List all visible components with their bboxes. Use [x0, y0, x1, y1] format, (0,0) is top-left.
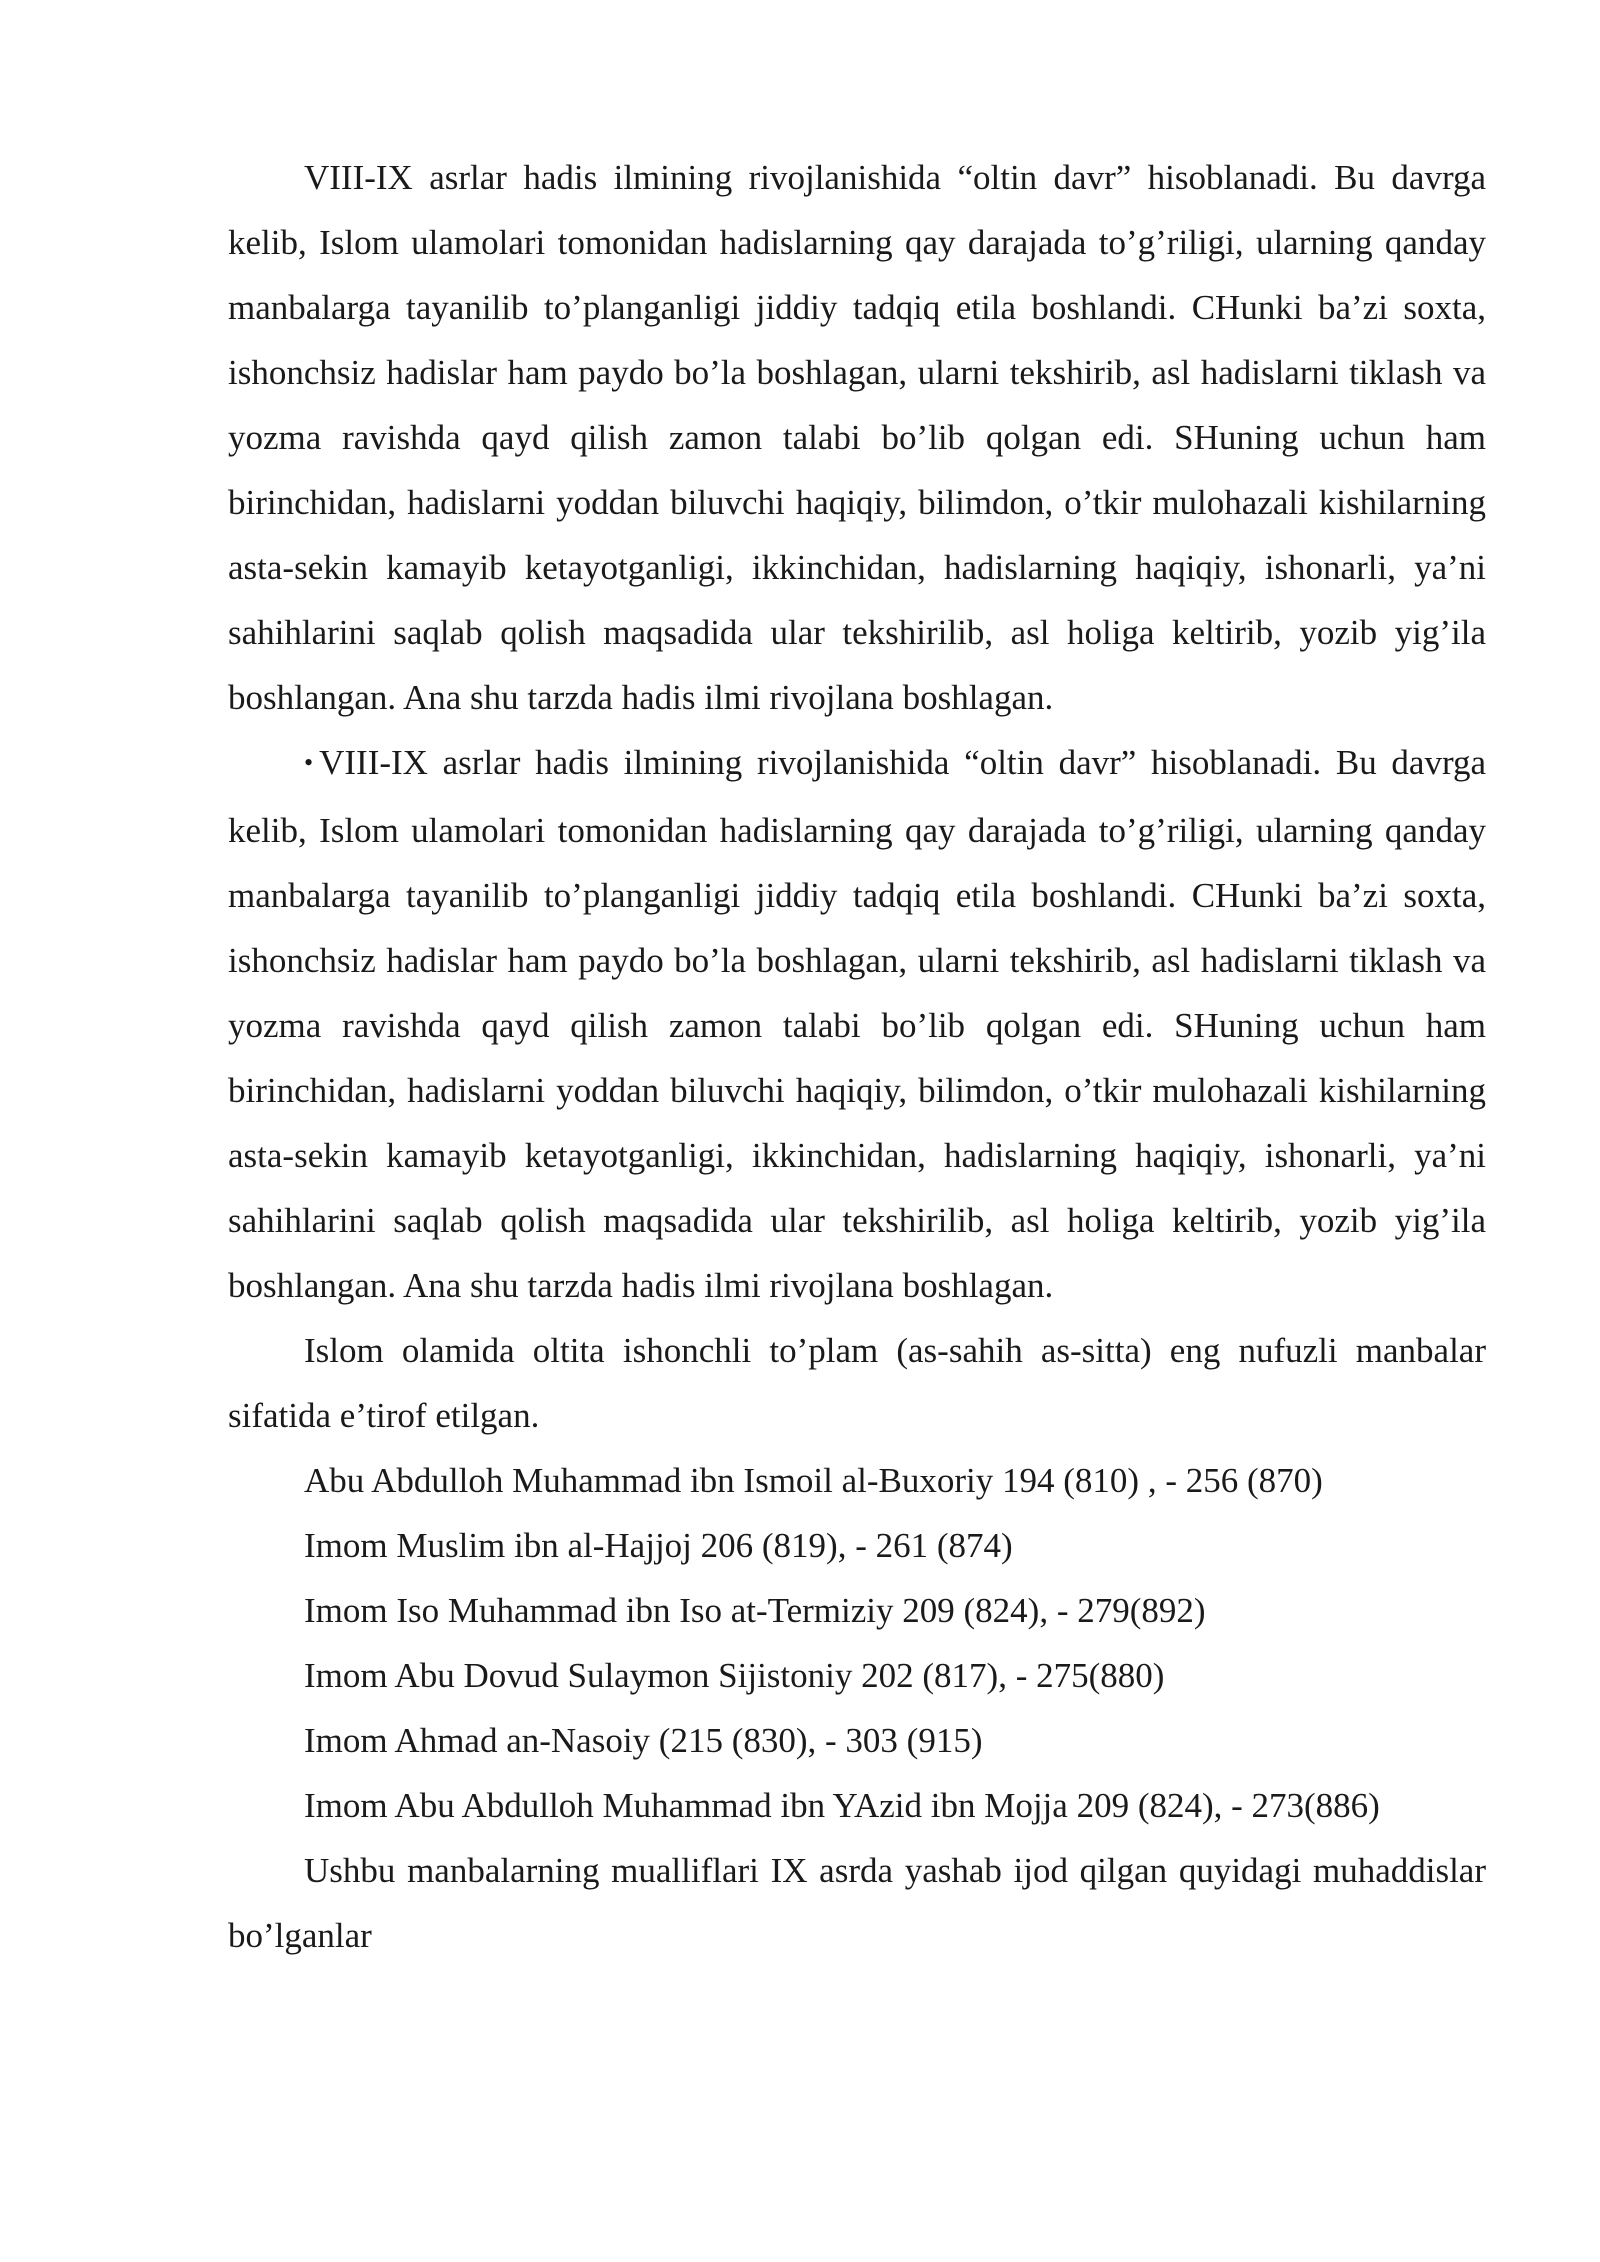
scholar-item-buxoriy: Abu Abdulloh Muhammad ibn Ismoil al-Buxoriy 194 (810) , - 256 (870) — [304, 1461, 1323, 1500]
bullet-icon: • — [304, 748, 314, 777]
scholar-item-muslim: Imom Muslim ibn al-Hajjoj 206 (819), - 261 (874) — [304, 1526, 1013, 1565]
paragraph-closing: Ushbu manbalarning mualliflari IX asrda yashab ijod qilgan quyidagi muhaddislar bo’lganlar — [228, 1851, 1486, 1955]
paragraph-golden-age: VIII-IX asrlar hadis ilmining rivojlanishida “oltin davr” hisoblanadi. Bu davrga kelib, Islom ulamolari tomonidan hadislarning qay darajada to’g’riligi, ularning qanday manbalarga tayanilib to’planganligi jiddiy tadqiq etila boshlandi. CHunki ba’zi soxta, ishonchsiz hadislar ham paydo bo’la boshlagan, ularni tekshirib, asl hadislarni tiklash va yozma ravishda qayd qilish zamon talabi bo’lib qolgan edi. SHuning uchun ham birinchidan, hadislarni yoddan biluvchi haqiqiy, bilimdon, o’tkir mulohazali kishilarning asta-sekin kamayib ketayotganligi, ikkinchidan, hadislarning haqiqiy, ishonarli, ya’ni sahihlarini saqlab qolish maqsadida ular tekshirilib, asl holiga keltirib, yozib yig’ila boshlangan. Ana shu tarzda hadis ilmi rivojlana boshlagan. — [228, 158, 1486, 717]
document-page — [228, 145, 1486, 1968]
scholar-item-ibn-mojja: Imom Abu Abdulloh Muhammad ibn YAzid ibn Mojja 209 (824), - 273(886) — [304, 1786, 1380, 1825]
paragraph-golden-age-bulleted — [228, 730, 1486, 1318]
paragraph-six-collections: Islom olamida oltita ishonchli to’plam (as-sahih as-sitta) eng nufuzli manbalar sifatida e’tirof etilgan. — [228, 1331, 1486, 1435]
scholar-item-abu-dovud: Imom Abu Dovud Sulaymon Sijistoniy 202 (817), - 275(880) — [304, 1656, 1165, 1695]
scholar-item-termiziy: Imom Iso Muhammad ibn Iso at-Termiziy 209 (824), - 279(892) — [304, 1591, 1206, 1630]
paragraph-golden-age-bulleted-text: VIII-IX asrlar hadis ilmining rivojlanishida “oltin davr” hisoblanadi. Bu davrga kelib, Islom ulamolari tomonidan hadislarning qay darajada to’g’riligi, ularning qanday manbalarga tayanilib to’planganligi jiddiy tadqiq etila boshlandi. CHunki ba’zi soxta, ishonchsiz hadislar ham paydo bo’la boshlagan, ularni tekshirib, asl hadislarni tiklash va yozma ravishda qayd qilish zamon talabi bo’lib qolgan edi. SHuning uchun ham birinchidan, hadislarni yoddan biluvchi haqiqiy, bilimdon, o’tkir mulohazali kishilarning asta-sekin kamayib ketayotganligi, ikkinchidan, hadislarning haqiqiy, ishonarli, ya’ni sahihlarini saqlab qolish maqsadida ular tekshirilib, asl holiga keltirib, yozib yig’ila boshlangan. Ana shu tarzda hadis ilmi rivojlana boshlagan. — [228, 743, 1486, 1305]
scholar-list — [228, 1448, 1486, 1838]
scholar-item-nasoiy: Imom Ahmad an-Nasoiy (215 (830), - 303 (915) — [304, 1721, 983, 1760]
